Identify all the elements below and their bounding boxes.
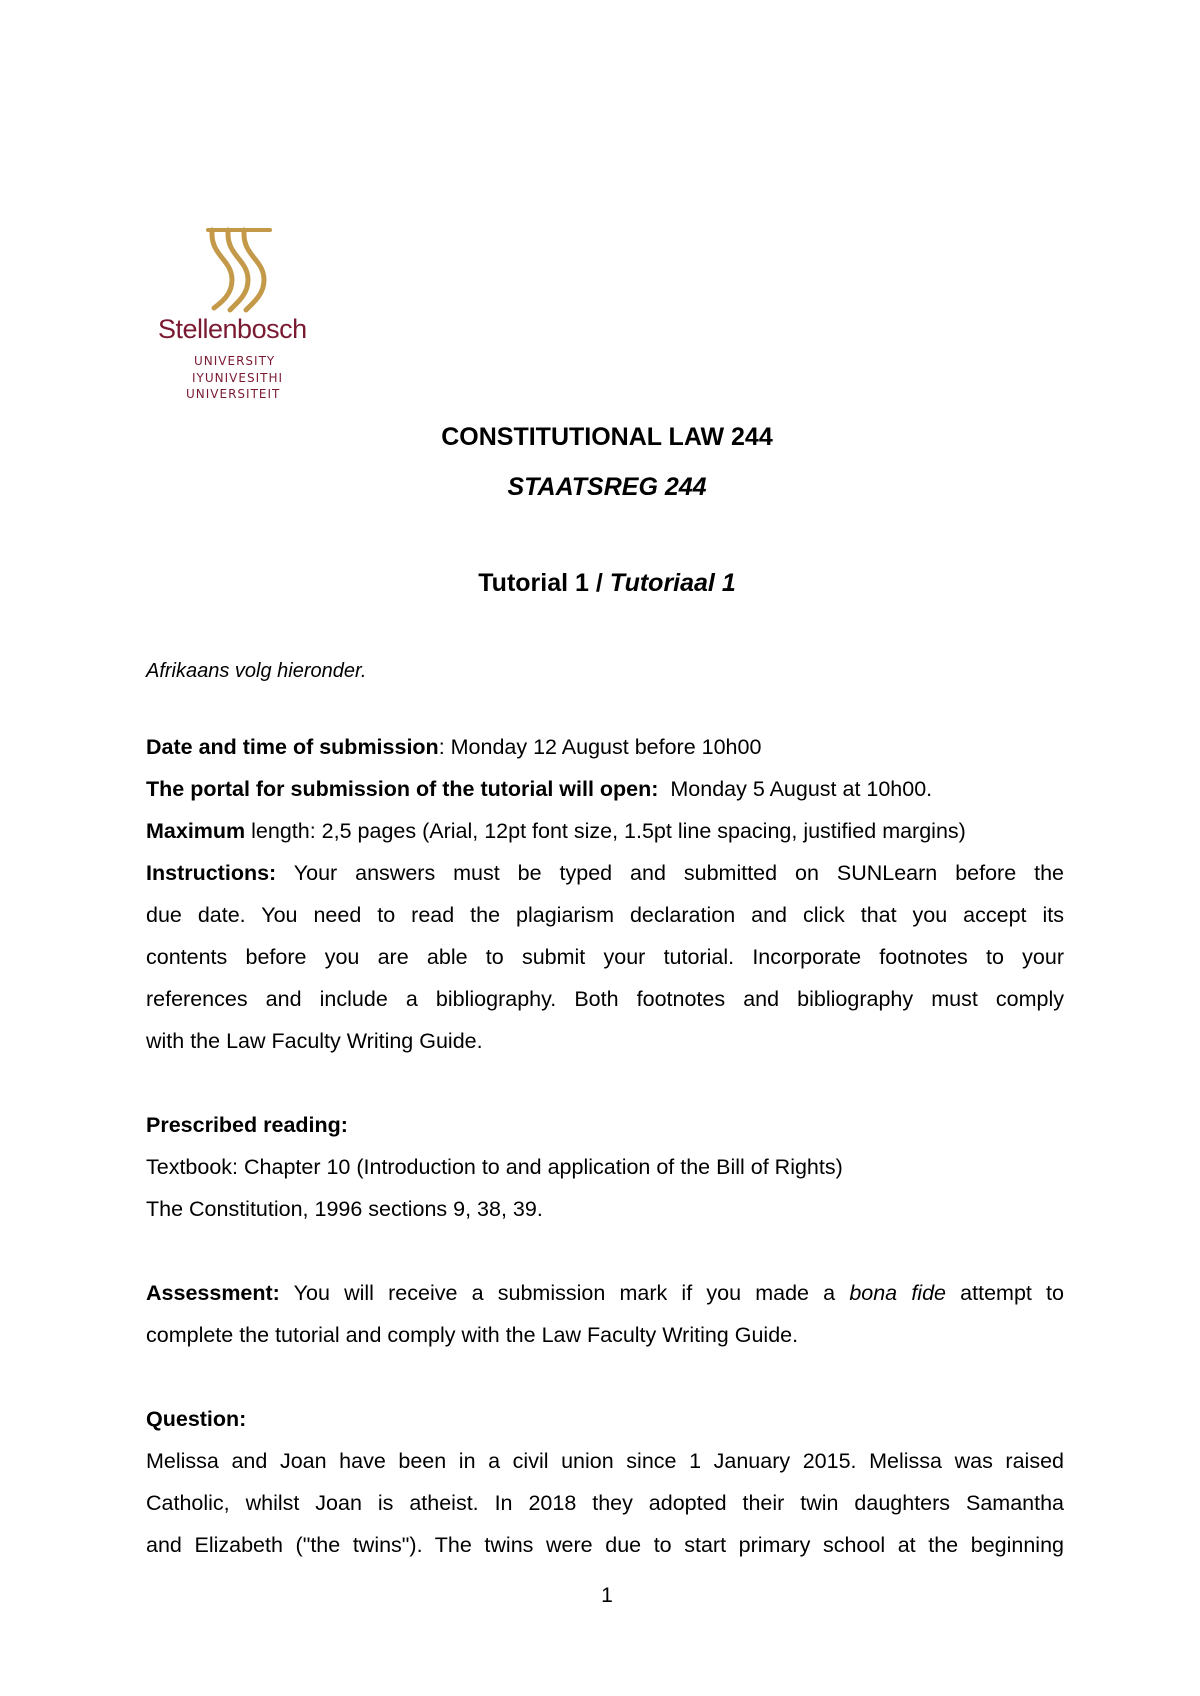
logo-line-iyunivesithi: IYUNIVESITHI [192,371,284,385]
question [146,1398,1064,1566]
instructions-line-2: due date. You need to read the plagiarism declaration and click that you accept its [146,903,1064,927]
submission-date-label: Date and time of submission [146,735,439,759]
prescribed-reading-constitution: The Constitution, 1996 sections 9, 38, 39. [146,1197,543,1221]
afrikaans-note: Afrikaans volg hieronder. [146,660,367,682]
page-number: 1 [601,1584,613,1607]
logo-wordmark: Stellenbosch [158,314,307,344]
submission-date-line [146,726,1064,768]
instructions-line-4: references and include a bibliography. Both footnotes and bibliography must comply [146,987,1064,1011]
max-length-line [146,810,1064,852]
question-label: Question: [146,1407,247,1431]
assessment-bona-fide: bona fide [849,1281,946,1305]
university-logo [156,226,326,404]
assessment-line-2: complete the tutorial and comply with the Law Faculty Writing Guide. [146,1323,799,1347]
logo-line-university: UNIVERSITY [194,354,276,368]
instructions-line-1 [146,852,1064,894]
instructions-line-5: with the Law Faculty Writing Guide. [146,1029,483,1053]
assessment-text-a: You will receive a submission mark if you made a [279,1281,850,1305]
course-title-afrikaans: STAATSREG 244 [507,473,707,501]
tutorial-title-afrikaans: Tutoriaal 1 [609,569,736,597]
instructions-text-1: Your answers must be typed and submitted on SUNLearn before the [276,861,1064,885]
assessment-text-b: attempt to [946,1281,1064,1305]
tutorial-title [0,571,1200,596]
tutorial-title-english: Tutorial 1 / [478,569,610,597]
assessment-label: Assessment: [146,1281,280,1305]
logo-line-universiteit: UNIVERSITEIT [186,387,281,401]
assessment-line-1 [146,1272,1064,1314]
course-title: CONSTITUTIONAL LAW 244 [441,423,773,451]
prescribed-reading-textbook: Textbook: Chapter 10 (Introduction to and application of the Bill of Rights) [146,1155,843,1179]
question-line-3: and Elizabeth ("the twins"). The twins were due to start primary school at the beginning [146,1533,1064,1557]
prescribed-reading [146,1104,1064,1230]
max-length-value: length: 2,5 pages (Arial, 12pt font size, 1.5pt line spacing, justified margins) [245,819,966,843]
prescribed-reading-label: Prescribed reading: [146,1113,348,1137]
assessment [146,1272,1064,1356]
portal-label: The portal for submission of the tutorial will open: [146,777,659,801]
submission-date-value: : Monday 12 August before 10h00 [438,735,762,759]
instructions-line-3: contents before you are able to submit your tutorial. Incorporate footnotes to your [146,945,1064,969]
submission-details [146,726,1064,1062]
question-line-2: Catholic, whilst Joan is atheist. In 2018 they adopted their twin daughters Samantha [146,1491,1064,1515]
max-length-label: Maximum [146,819,246,843]
question-line-1: Melissa and Joan have been in a civil union since 1 January 2015. Melissa was raised [146,1449,1064,1473]
portal-value: Monday 5 August at 10h00. [658,777,933,801]
instructions-label: Instructions: [146,861,277,885]
portal-line [146,768,1064,810]
stellenbosch-emblem-icon [204,226,274,314]
